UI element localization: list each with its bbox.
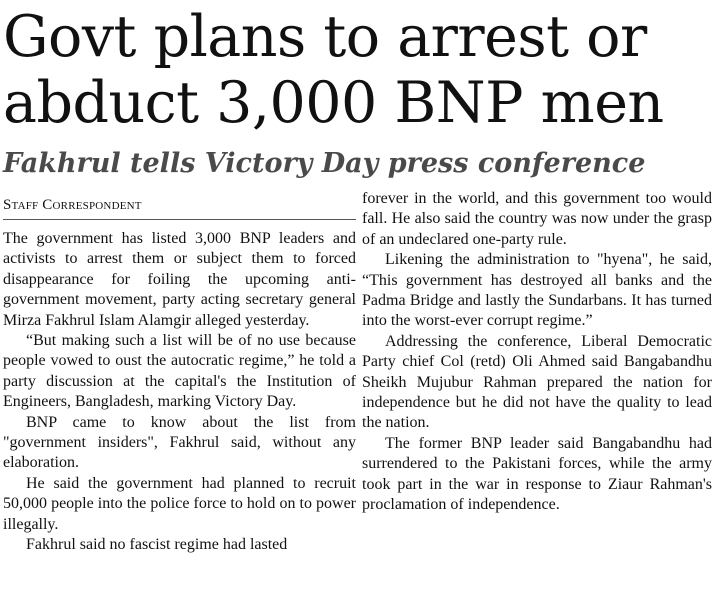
byline: Staff Correspondent: [3, 197, 142, 213]
paragraph-fascist-regime-end: forever in the world, and this government too would fall. He also said the country was now under the grasp of an undeclared one-party rule.: [362, 190, 712, 248]
headline: [3, 4, 713, 136]
subheadline: Fakhrul tells Victory Day press conference: [3, 148, 646, 179]
article-column-right: [362, 189, 712, 516]
paragraph-list-source: BNP came to know about the list from "government insiders", Fakhrul said, without any elaboration.: [3, 413, 356, 472]
byline-divider: [3, 219, 356, 220]
headline-line-1: Govt plans to arrest or: [3, 4, 647, 70]
paragraph-ldp-chief: Addressing the conference, Liberal Democratic Party chief Col (retd) Oli Ahmed said Bangabandhu Sheikh Mujubur Rahman prepared the nation for independence but he did not have the quality to lead the nation.: [362, 332, 712, 432]
paragraph-lead: The government has listed 3,000 BNP leaders and activists to arrest them or subject them to forced disappearance for foiling the upcoming anti-government movement, party acting secretary general Mirza Fakhrul Islam Alamgir alleged yesterday.: [3, 230, 356, 329]
paragraph-hyena: Likening the administration to "hyena", he said, “This government has destroyed all banks and the Padma Bridge and lastly the Sundarbans. It has turned into the worst-ever corrupt regime.”: [362, 251, 712, 330]
article-column-left: [3, 229, 356, 556]
paragraph-quote: “But making such a list will be of no use because people vowed to oust the autocratic regime,” he told a party discussion at the capital's the Institution of Engineers, Bangladesh, marking Victory Day.: [3, 332, 356, 411]
paragraph-police-recruit: He said the government had planned to recruit 50,000 people into the police force to hold on to power illegally.: [3, 474, 356, 533]
headline-line-2: abduct 3,000 BNP men: [3, 70, 664, 136]
paragraph-former-leader: The former BNP leader said Bangabandhu had surrendered to the Pakistani forces, while the army took part in the war in response to Ziaur Rahman's proclamation of independence.: [362, 434, 712, 514]
paragraph-fascist-regime-start: Fakhrul said no fascist regime had lasted: [26, 536, 288, 554]
